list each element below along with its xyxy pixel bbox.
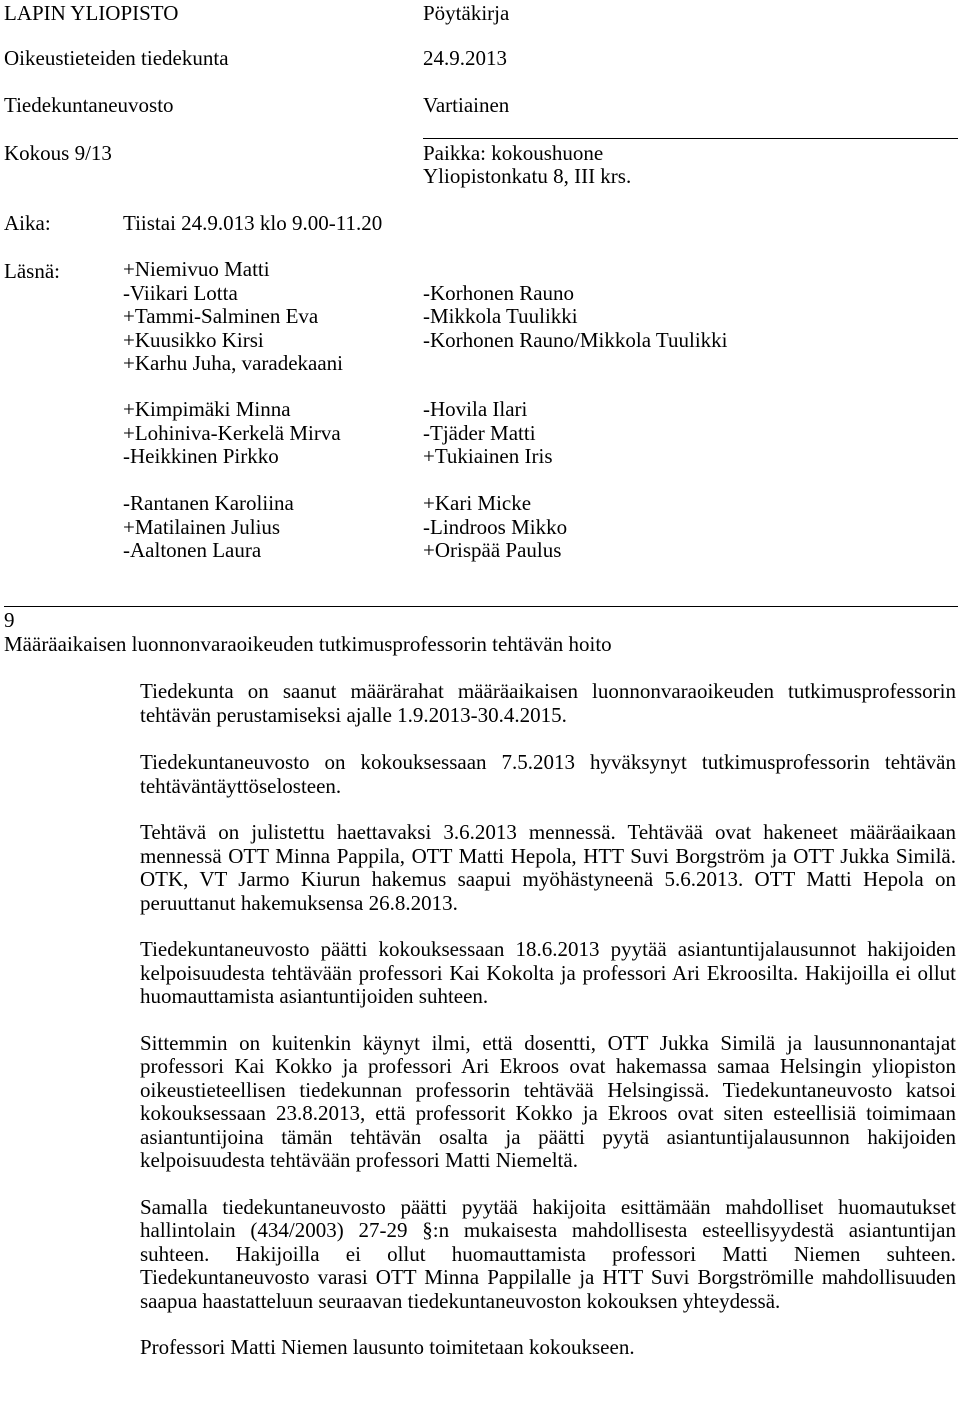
item-divider bbox=[4, 606, 958, 607]
attendance-group1-right bbox=[423, 282, 728, 353]
attendee: -Hovila Ilari bbox=[423, 397, 528, 421]
attendance-group2-left bbox=[123, 398, 341, 469]
attendance-label: Läsnä: bbox=[4, 259, 60, 283]
attendance-group3-right bbox=[423, 492, 567, 563]
meeting-place-line2: Yliopistonkatu 8, III krs. bbox=[423, 164, 632, 188]
attendee: +Lohiniva-Kerkelä Mirva bbox=[123, 420, 341, 445]
item-body bbox=[140, 680, 956, 1383]
item-number: 9 bbox=[4, 608, 15, 632]
paragraph: Professori Matti Niemen lausunto toimitetaan kokoukseen. bbox=[140, 1335, 635, 1359]
faculty-name: Oikeustieteiden tiedekunta bbox=[4, 46, 229, 70]
council-name: Tiedekuntaneuvosto bbox=[4, 93, 174, 117]
secretary-name: Vartiainen bbox=[423, 93, 510, 117]
time-value: Tiistai 24.9.013 klo 9.00-11.20 bbox=[123, 211, 383, 235]
university-name: LAPIN YLIOPISTO bbox=[4, 1, 179, 25]
attendee: -Aaltonen Laura bbox=[123, 538, 262, 562]
attendee: -Tjäder Matti bbox=[423, 420, 536, 445]
paragraph: Tehtävä on julistettu haettavaksi 3.6.2013 mennessä. Tehtävää ovat hakeneet määräaikaan mennessä OTT Minna Pappila, OTT Matti Hepola, HTT Suvi Borgström ja OTT Jukka Similä. OTK, VT Jarmo Kiurun hakemus saapui myöhästyneenä 5.6.2013. OTT Matti Hepola on peruuttanut hakemuksensa 26.8.2013. bbox=[140, 820, 956, 915]
paragraph: Samalla tiedekuntaneuvosto päätti pyytää hakijoita esittämään mahdolliset huomautukset hallintolain (434/2003) 27-29 §:n mukaisesta mahdollisesta esteellisyydestä asiantuntijan suhteen. Hakijoilla ei ollut huomauttamista professori Matti Niemen suhteen. Tiedekuntaneuvosto varasi OTT Minna Pappilalle ja HTT Suvi Borgströmille mahdollisuuden saapua haastatteluun seuraavan tiedekuntaneuvoston kokouksen yhteydessä. bbox=[140, 1194, 956, 1313]
attendance-group2-right bbox=[423, 398, 553, 469]
attendee: -Mikkola Tuulikki bbox=[423, 304, 578, 328]
attendee: +Tammi-Salminen Eva bbox=[123, 304, 319, 328]
attendee: -Lindroos Mikko bbox=[423, 514, 568, 539]
paragraph: Sittemmin on kuitenkin käynyt ilmi, että dosentti, OTT Jukka Similä ja lausunnonantajat professori Kai Kokko ja professori Ari Ekroos ovat hakemassa samaa Helsingin yliopiston oikeustieteellisen tiedekunnan professorin tehtävää Helsingissä. Tiedekuntaneuvosto katsoi kokouksessaan 23.8.2013, että professorit Kokko ja Ekroos ovat siten esteellisiä toimimaan asiantuntijoina tämän tehtävän osalta ja päätti pyytä asiantuntijalausunnon hakijoiden kelpoisuudesta tehtävään professori Matti Niemeltä. bbox=[140, 1030, 956, 1172]
attendee: +Orispää Paulus bbox=[423, 538, 562, 562]
paragraph: Tiedekuntaneuvosto päätti kokouksessaan 18.6.2013 pyytää asiantuntijalausunnot hakijoiden kelpoisuudesta tehtävään professori Kai Kokolta ja professori Ari Ekroosilta. Hakijoilla ei ollut huomauttamista asiantuntijoiden suhteen. bbox=[140, 937, 956, 1008]
attendee: +Niemivuo Matti bbox=[123, 257, 270, 281]
document-type: Pöytäkirja bbox=[423, 1, 510, 25]
attendee: +Kuusikko Kirsi bbox=[123, 327, 264, 352]
time-label: Aika: bbox=[4, 211, 51, 235]
paragraph: Tiedekunta on saanut määrärahat määräaikaisen luonnonvaraoikeuden tutkimusprofessorin tehtävän perustamiseksi ajalle 1.9.2013-30.4.2015. bbox=[140, 679, 956, 727]
attendee: -Korhonen Rauno/Mikkola Tuulikki bbox=[423, 327, 728, 352]
attendee: -Rantanen Karoliina bbox=[123, 491, 294, 515]
attendee: +Matilainen Julius bbox=[123, 514, 281, 539]
item-title: Määräaikaisen luonnonvaraoikeuden tutkimusprofessorin tehtävän hoito bbox=[4, 632, 612, 656]
attendee: +Kimpimäki Minna bbox=[123, 397, 291, 421]
attendance-group3-left bbox=[123, 492, 294, 563]
paragraph: Tiedekuntaneuvosto on kokouksessaan 7.5.2013 hyväksynyt tutkimusprofessorin tehtävän tehtäväntäyttöselosteen. bbox=[140, 750, 956, 798]
meeting-place-line1: Paikka: kokoushuone bbox=[423, 141, 604, 165]
header-divider bbox=[423, 138, 958, 139]
attendee: +Tukiainen Iris bbox=[423, 444, 553, 468]
attendee: -Viikari Lotta bbox=[123, 280, 238, 305]
attendance-group1-left bbox=[123, 258, 343, 376]
attendee: +Karhu Juha, varadekaani bbox=[123, 351, 343, 375]
meeting-number: Kokous 9/13 bbox=[4, 141, 112, 165]
meeting-date: 24.9.2013 bbox=[423, 46, 507, 70]
attendee: +Kari Micke bbox=[423, 491, 532, 515]
attendee: -Korhonen Rauno bbox=[423, 280, 575, 305]
attendee: -Heikkinen Pirkko bbox=[123, 444, 279, 468]
